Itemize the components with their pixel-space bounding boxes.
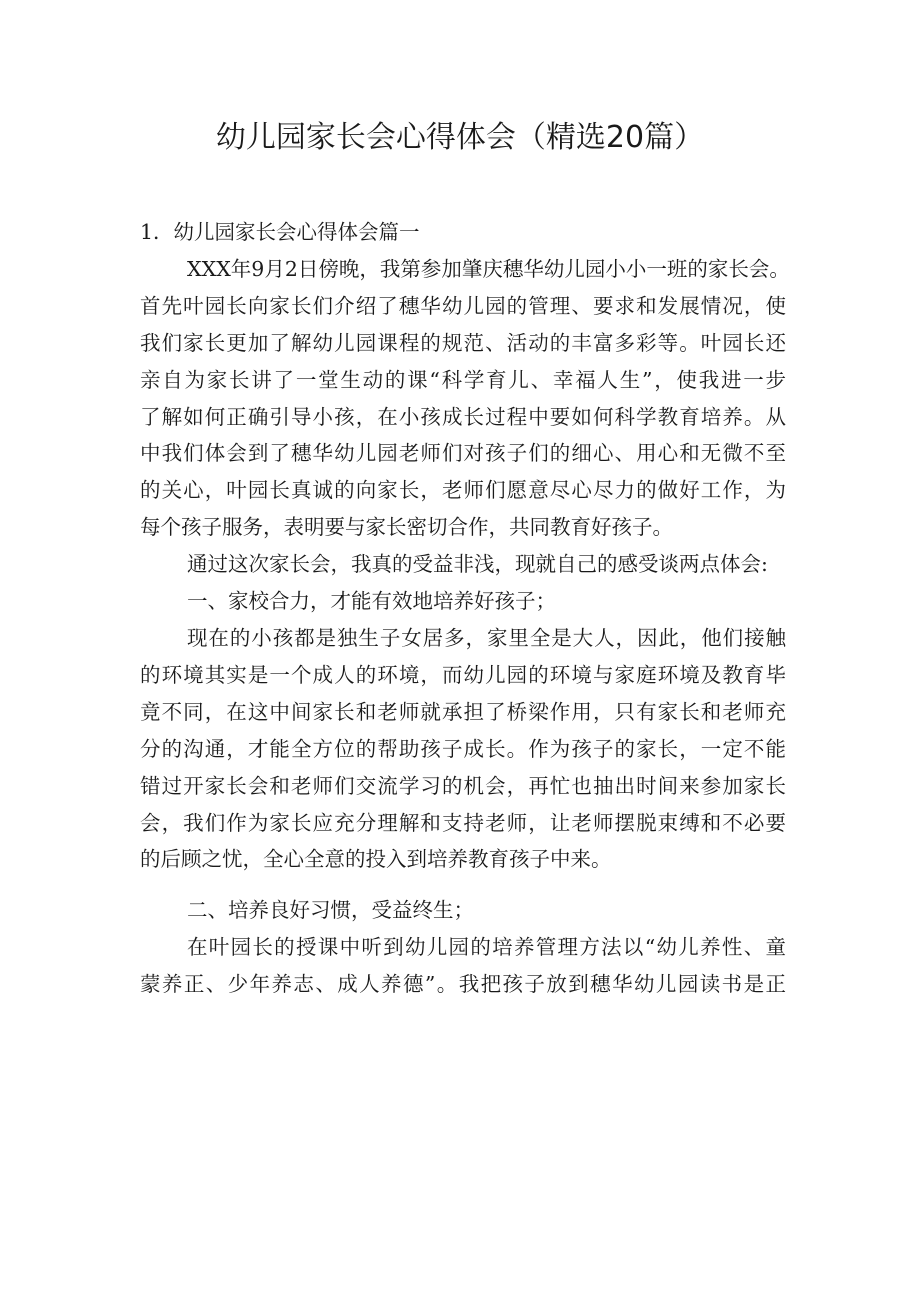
paragraph-line: 的关心，叶园长真诚的向家长，老师们愿意尽心尽力的做好工作，为 — [140, 478, 786, 503]
paragraph-line: 会，我们作为家长应充分理解和支持老师，让老师摆脱束缚和不必要 — [140, 810, 786, 835]
subsection-heading: 一、家校合力，才能有效地培养好孩子； — [187, 589, 556, 614]
paragraph-line: 中我们体会到了穗华幼儿园老师们对孩子们的细心、用心和无微不至 — [140, 441, 786, 466]
paragraph-line: 分的沟通，才能全方位的帮助孩子成长。作为孩子的家长，一定不能 — [140, 736, 786, 761]
paragraph-line: 在叶园长的授课中听到幼儿园的培养管理方法以“幼儿养性、童 — [187, 935, 786, 960]
section-heading: 1．幼儿园家长会心得体会篇一 — [140, 220, 420, 244]
paragraph-line: 每个孩子服务，表明要与家长密切合作，共同教育好孩子。 — [140, 515, 673, 540]
paragraph-line: 了解如何正确引导小孩，在小孩成长过程中要如何科学教育培养。从 — [140, 404, 786, 429]
paragraph-line: 竟不同，在这中间家长和老师就承担了桥梁作用，只有家长和老师充 — [140, 699, 786, 724]
page-title: 幼儿园家长会心得体会（精选20篇） — [215, 120, 705, 155]
document-body — [140, 214, 790, 1003]
paragraph-line: 我们家长更加了解幼儿园课程的规范、活动的丰富多彩等。叶园长还 — [140, 330, 786, 355]
paragraph-gap — [140, 878, 786, 892]
paragraph-line: XXX年9月2日傍晚，我第参加肇庆穗华幼儿园小小一班的家长会。 — [187, 256, 790, 281]
paragraph-line: 的环境其实是一个成人的环境，而幼儿园的环境与家庭环境及教育毕 — [140, 662, 786, 687]
paragraph-line: 亲自为家长讲了一堂生动的课“科学育儿、幸福人生”，使我进一步 — [140, 367, 786, 392]
paragraph-line: 通过这次家长会，我真的受益非浅，现就自己的感受谈两点体会: — [187, 552, 768, 577]
paragraph-line: 蒙养正、少年养志、成人养德”。我把孩子放到穗华幼儿园读书是正 — [140, 972, 786, 997]
paragraph-line: 首先叶园长向家长们介绍了穗华幼儿园的管理、要求和发展情况，使 — [140, 293, 786, 318]
paragraph-line: 错过开家长会和老师们交流学习的机会，再忙也抽出时间来参加家长 — [140, 773, 786, 798]
paragraph-line: 的后顾之忧，全心全意的投入到培养教育孩子中来。 — [140, 847, 612, 872]
paragraph-line: 现在的小孩都是独生子女居多，家里全是大人，因此，他们接触 — [187, 625, 786, 650]
subsection-heading: 二、培养良好习惯，受益终生； — [187, 898, 474, 923]
